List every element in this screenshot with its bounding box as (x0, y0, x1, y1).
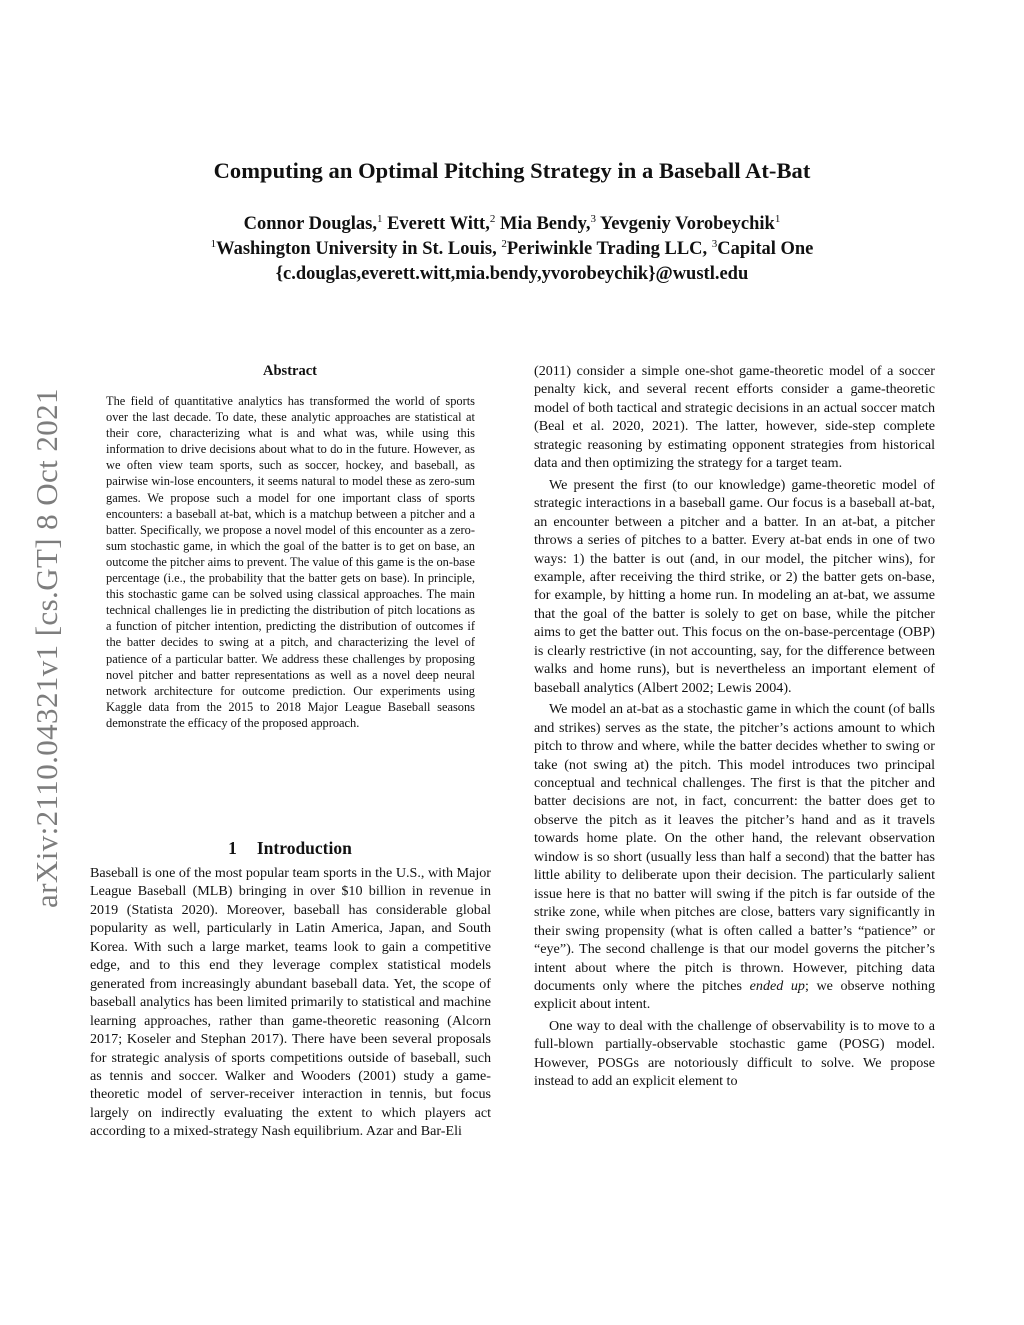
paragraph-text: We model an at-bat as a stochastic game in which the count (of balls and strikes) serves as the state, the pitcher’s actions amount to which pitch to throw and where, while the batter decides whether to swing or take (not swing at) the pitch. This model introduces two principal conceptual and technical challenges. The first is that the pitcher and batter decisions are not, in fact, concurrent: the batter does get to observe the pitch as it leaves the pitcher’s hand and as it travels towards home plate. On the other hand, the relevant observation window is so short (usually less than half a second) that the batter has little ability to deliberate upon their decision. The particularly salient issue here is that no batter will swing if the pitch is far outside of the strike zone, while when pitches are close, batters vary significantly in their swing propensity (what is often called a batter’s “patience” or “eye”). The second challenge is that our model governs the pitcher’s intent about where the pitch is thrown. However, pitching data documents only where the pitches (534, 701, 935, 994)
author-name: Yevgeniy Vorobeychik (599, 214, 775, 234)
affiliation-name: Washington University in St. Louis, (216, 239, 497, 259)
author-block (0, 212, 1024, 287)
author-affiliation-mark: 1 (774, 213, 781, 225)
author-affiliation-mark: 1 (376, 213, 383, 225)
abstract-text: The field of quantitative analytics has transformed the world of sports over the last decade. To date, these analytic approaches are statistical at their core, characterizing what is and what was, while using this information to drive decisions about what to do in the future. However, as we often view team sports, such as soccer, hockey, and baseball, as pairwise win-lose encounters, it seems natural to model these as zero-sum games. We propose such a model for one important class of sports encounters: a baseball at-bat, which is a matchup between a pitcher and a batter. Specifically, we propose a novel model of this encounter as a zero-sum stochastic game, in which the goal of the batter is to get on base, an outcome the pitcher aims to prevent. The value of this game is the on-base percentage (i.e., the probability that the batter gets on base). In principle, this stochastic game can be solved using classical approaches. The main technical challenges lie in predicting the distribution of pitch locations as a function of pitcher intention, predicting the distribution of outcomes if the batter decides to swing at a pitch, and characterizing the level of patience of a particular batter. We address these challenges by proposing novel pitcher and batter representations as well as a novel deep neural network architecture for outcome prediction. Our experiments using Kaggle data from the 2015 to 2018 Major League Baseball seasons demonstrate the efficacy of the proposed approach. (106, 394, 475, 730)
author-name: Connor Douglas, (243, 214, 377, 234)
emphasized-text: ended up (749, 977, 805, 994)
author-name: Mia Bendy, (499, 214, 591, 234)
author-affiliations (0, 237, 1024, 262)
body-paragraph: One way to deal with the challenge of observability is to move to a full-blown partially-observable stochastic game (POSG) model. However, POSGs are notoriously difficult to solve. We propose instead to add an explicit element to (534, 1017, 935, 1090)
right-column (534, 362, 935, 1091)
author-email[interactable]: {c.douglas,everett.witt,mia.bendy,yvorobeychik}@wustl.edu (275, 264, 749, 284)
body-paragraph (534, 700, 935, 1014)
affiliation-mark: 3 (711, 238, 718, 250)
body-paragraph: (2011) consider a simple one-shot game-theoretic model of a soccer penalty kick, and several recent efforts consider a game-theoretic model of both tactical and strategic decisions in an actual soccer match (Beal et al. 2020, 2021). The latter, however, side-step complete strategic reasoning by estimating opponent strategies from historical data and then optimizing the strategy for a target team. (534, 363, 935, 472)
body-paragraph: We present the first (to our knowledge) game-theoretic model of strategic interactions in a baseball game. Our focus is a baseball at-bat, an encounter between a pitcher and a batter. In an at-bat, a pitcher throws a series of pitches to a batter. Every at-bat ends in one of two ways: 1) the batter is out (and, in our model, the pitcher wins), for example, after receiving the third strike, or 2) the batter gets on-base, for example, by hitting a home run. In modeling an at-bat, we assume that the goal of the batter is solely to get on base, while the pitcher aims to get the batter out. This focus on the on-base-percentage (OBP) is clearly restrictive (in not accounting, say, for the difference between walks and home runs), but is nevertheless an important element of baseball analytics (Albert 2002; Lewis 2004). (534, 476, 935, 696)
author-names (0, 212, 1024, 237)
affiliation-name: Periwinkle Trading LLC, (506, 239, 708, 259)
affiliation-mark: 1 (210, 238, 217, 250)
abstract-heading: Abstract (263, 363, 317, 379)
section-heading-introduction (90, 838, 490, 859)
affiliation-mark: 2 (501, 238, 507, 250)
author-affiliation-mark: 2 (489, 213, 496, 225)
paragraph-text: ; we observe nothing explicit about intent. (534, 977, 935, 1013)
section-title: Introduction (256, 838, 352, 858)
author-name: Everett Witt, (387, 214, 490, 234)
left-column (90, 864, 491, 1141)
affiliation-name: Capital One (717, 239, 814, 259)
body-paragraph: Baseball is one of the most popular team sports in the U.S., with Major League Baseball (MLB) bringing in over $10 billion in revenue in 2019 (Statista 2020). Moreover, baseball has considerable global popularity as well, particularly in Latin America, Japan, and South Korea. With such a large market, teams look to gain a competitive edge, and to this end they leverage complex statistical models generated from increasingly abundant baseball data. Yet, the scope of baseball analytics has been limited primarily to statistical and machine learning approaches, rather than game-theoretic reasoning (Alcorn 2017; Koseler and Stephan 2017). There have been several proposals for strategic analysis of sports competitions outside of baseball, such as tennis and soccer. Walker and Wooders (2001) study a game-theoretic model of server-receiver interaction in tennis, but focus largely on indirectly evaluating the extent to which players act according to a mixed-strategy Nash equilibrium. Azar and Bar-Eli (90, 865, 491, 1140)
arxiv-identifier[interactable]: arXiv:2110.04321v1 [cs.GT] 8 Oct 2021 (29, 388, 64, 908)
author-affiliation-mark: 3 (590, 213, 596, 225)
paper-title: Computing an Optimal Pitching Strategy in a Baseball At-Bat (213, 158, 811, 183)
section-number: 1 (228, 838, 237, 858)
